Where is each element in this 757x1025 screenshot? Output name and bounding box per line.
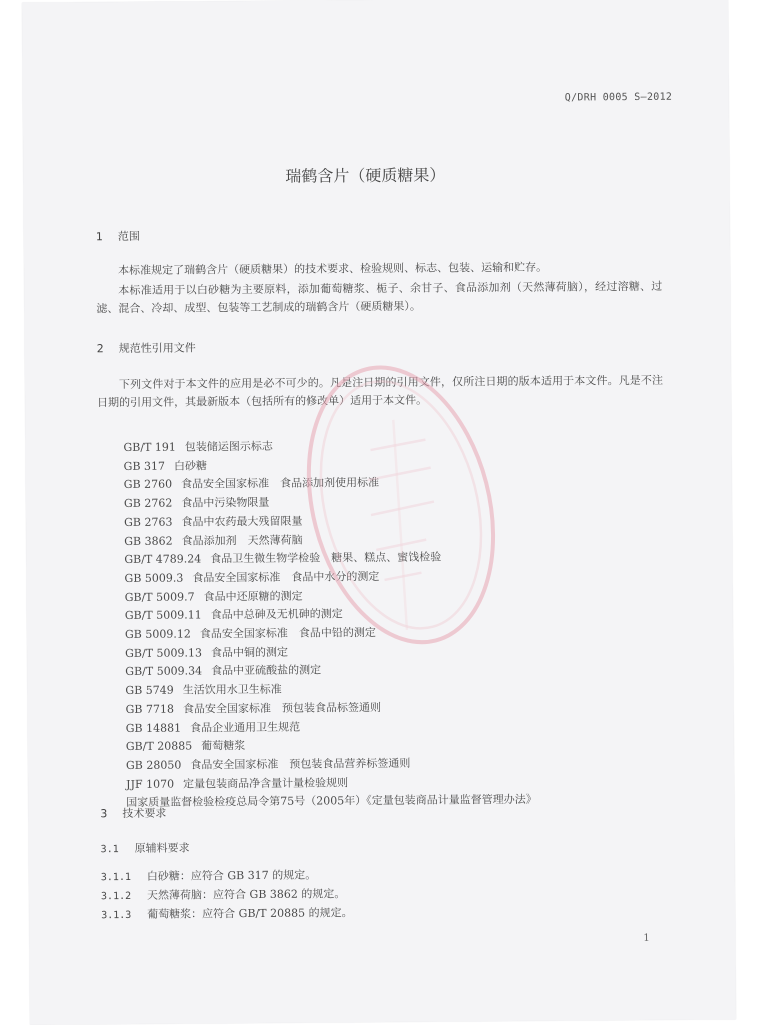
reference-code: GB 5009.3 xyxy=(124,571,184,585)
reference-code: GB 5749 xyxy=(125,683,174,698)
clause-text: 葡萄糖浆：应符合 GB/T 20885 的规定。 xyxy=(147,906,353,921)
reference-title: 食品安全国家标准 预包装食品营养标签通则 xyxy=(190,756,411,772)
reference-title: 食品企业通用卫生规范 xyxy=(190,720,301,735)
clause-number: 3.1.3 xyxy=(101,909,132,922)
reference-code: GB 2763 xyxy=(124,515,173,529)
reference-title: 国家质量监督检验检疫总局令第75号（2005年）《定量包装商品计量监督管理办法》 xyxy=(126,793,537,810)
reference-title: 食品卫生微生物学检验 糖果、糕点、蜜饯检验 xyxy=(210,550,442,566)
reference-code: GB/T 5009.7 xyxy=(124,590,195,604)
reference-code: GB/T 5009.13 xyxy=(125,646,203,660)
reference-code: GB 2760 xyxy=(123,478,173,492)
normative-intro: 下列文件对于本文件的应用是必不可少的。凡是注日期的引用文件，仅所注日期的版本适用于本文件。凡是不注日期的引用文件，其最新版本（包括所有的修改单）适用于本文件。 xyxy=(97,373,664,410)
reference-code: GB/T 4789.24 xyxy=(124,552,202,567)
section-number: 2 xyxy=(96,342,104,356)
reference-code: GB 14881 xyxy=(125,721,182,735)
reference-title: 食品中农药最大残留限量 xyxy=(181,514,303,529)
document-code: Q/DRH 0005 S—2012 xyxy=(564,91,673,104)
clause-3-1-1 xyxy=(101,867,316,885)
reference-title: 定量包装商品净含量计量检验规则 xyxy=(183,775,349,791)
clause-number: 3.1.2 xyxy=(100,890,132,903)
scope-paragraph-2: 本标准适用于以白砂糖为主要原料，添加葡萄糖浆、栀子、余甘子、食品添加剂（天然薄荷脑），经过溶糖、过滤、混合、冷却、成型、包装等工艺制成的瑞鹤含片（硬质糖果）。 xyxy=(96,279,663,316)
reference-title: 食品中亚硫酸盐的测定 xyxy=(211,663,322,678)
reference-item xyxy=(126,791,537,813)
reference-title: 食品安全国家标准 预包装食品标签通则 xyxy=(182,700,381,716)
scope-paragraph-1: 本标准规定了瑞鹤含片（硬质糖果）的技术要求、检验规则、标志、包装、运输和贮存。 xyxy=(118,260,548,278)
section-title: 技术要求 xyxy=(122,806,167,821)
section-title: 范围 xyxy=(117,229,140,244)
reference-title: 食品安全国家标准 食品添加剂使用标准 xyxy=(181,476,380,491)
reference-title: 食品安全国家标准 食品中铅的测定 xyxy=(199,626,376,641)
reference-title: 食品中污染物限量 xyxy=(181,495,270,510)
reference-code: GB 28050 xyxy=(125,758,182,772)
reference-title: 白砂糖 xyxy=(173,459,208,473)
reference-code: GB 317 xyxy=(123,459,166,473)
section-title: 规范性引用文件 xyxy=(118,341,196,356)
subsection-3-1-heading xyxy=(101,839,190,856)
section-1-heading xyxy=(96,228,140,244)
clause-number: 3.1.1 xyxy=(100,871,132,884)
reference-code: JJF 1070 xyxy=(126,777,175,791)
reference-title: 食品添加剂 天然薄荷脑 xyxy=(181,533,303,548)
clause-text: 白砂糖：应符合 GB 317 的规定。 xyxy=(146,868,317,883)
reference-code: GB 2762 xyxy=(123,496,173,511)
reference-code: GB 3862 xyxy=(124,534,173,548)
reference-title: 包装储运图示标志 xyxy=(184,439,273,454)
reference-code: GB 5009.12 xyxy=(124,627,191,642)
reference-title: 生活饮用水卫生标准 xyxy=(182,682,282,697)
section-number: 1 xyxy=(95,230,103,244)
reference-code: GB 7718 xyxy=(125,702,174,716)
clause-text: 天然薄荷脑：应符合 GB 3862 的规定。 xyxy=(146,887,346,902)
reference-title: 食品安全国家标准 食品中水分的测定 xyxy=(192,569,380,585)
section-3-heading xyxy=(100,805,166,822)
reference-title: 葡萄糖浆 xyxy=(201,739,246,753)
normative-reference-list xyxy=(123,436,536,813)
reference-title: 食品中还原糖的测定 xyxy=(203,589,303,604)
reference-title: 食品中总砷及无机砷的测定 xyxy=(210,607,343,622)
page-number: 1 xyxy=(643,932,650,944)
document-title: 瑞鹤含片（硬质糖果） xyxy=(285,165,446,186)
subsection-title: 原辅料要求 xyxy=(134,841,190,855)
reference-code: GB/T 20885 xyxy=(125,739,193,754)
subsection-number: 3.1 xyxy=(100,844,119,856)
reference-code: GB/T 191 xyxy=(123,440,176,455)
clause-3-1-3 xyxy=(101,904,353,922)
document-page xyxy=(22,0,736,1025)
section-number: 3 xyxy=(100,807,108,821)
reference-code: GB/T 5009.34 xyxy=(125,664,203,679)
reference-code: GB/T 5009.11 xyxy=(124,608,202,623)
clause-3-1-2 xyxy=(101,885,345,903)
reference-title: 食品中铜的测定 xyxy=(210,645,289,660)
section-2-heading xyxy=(97,339,196,356)
